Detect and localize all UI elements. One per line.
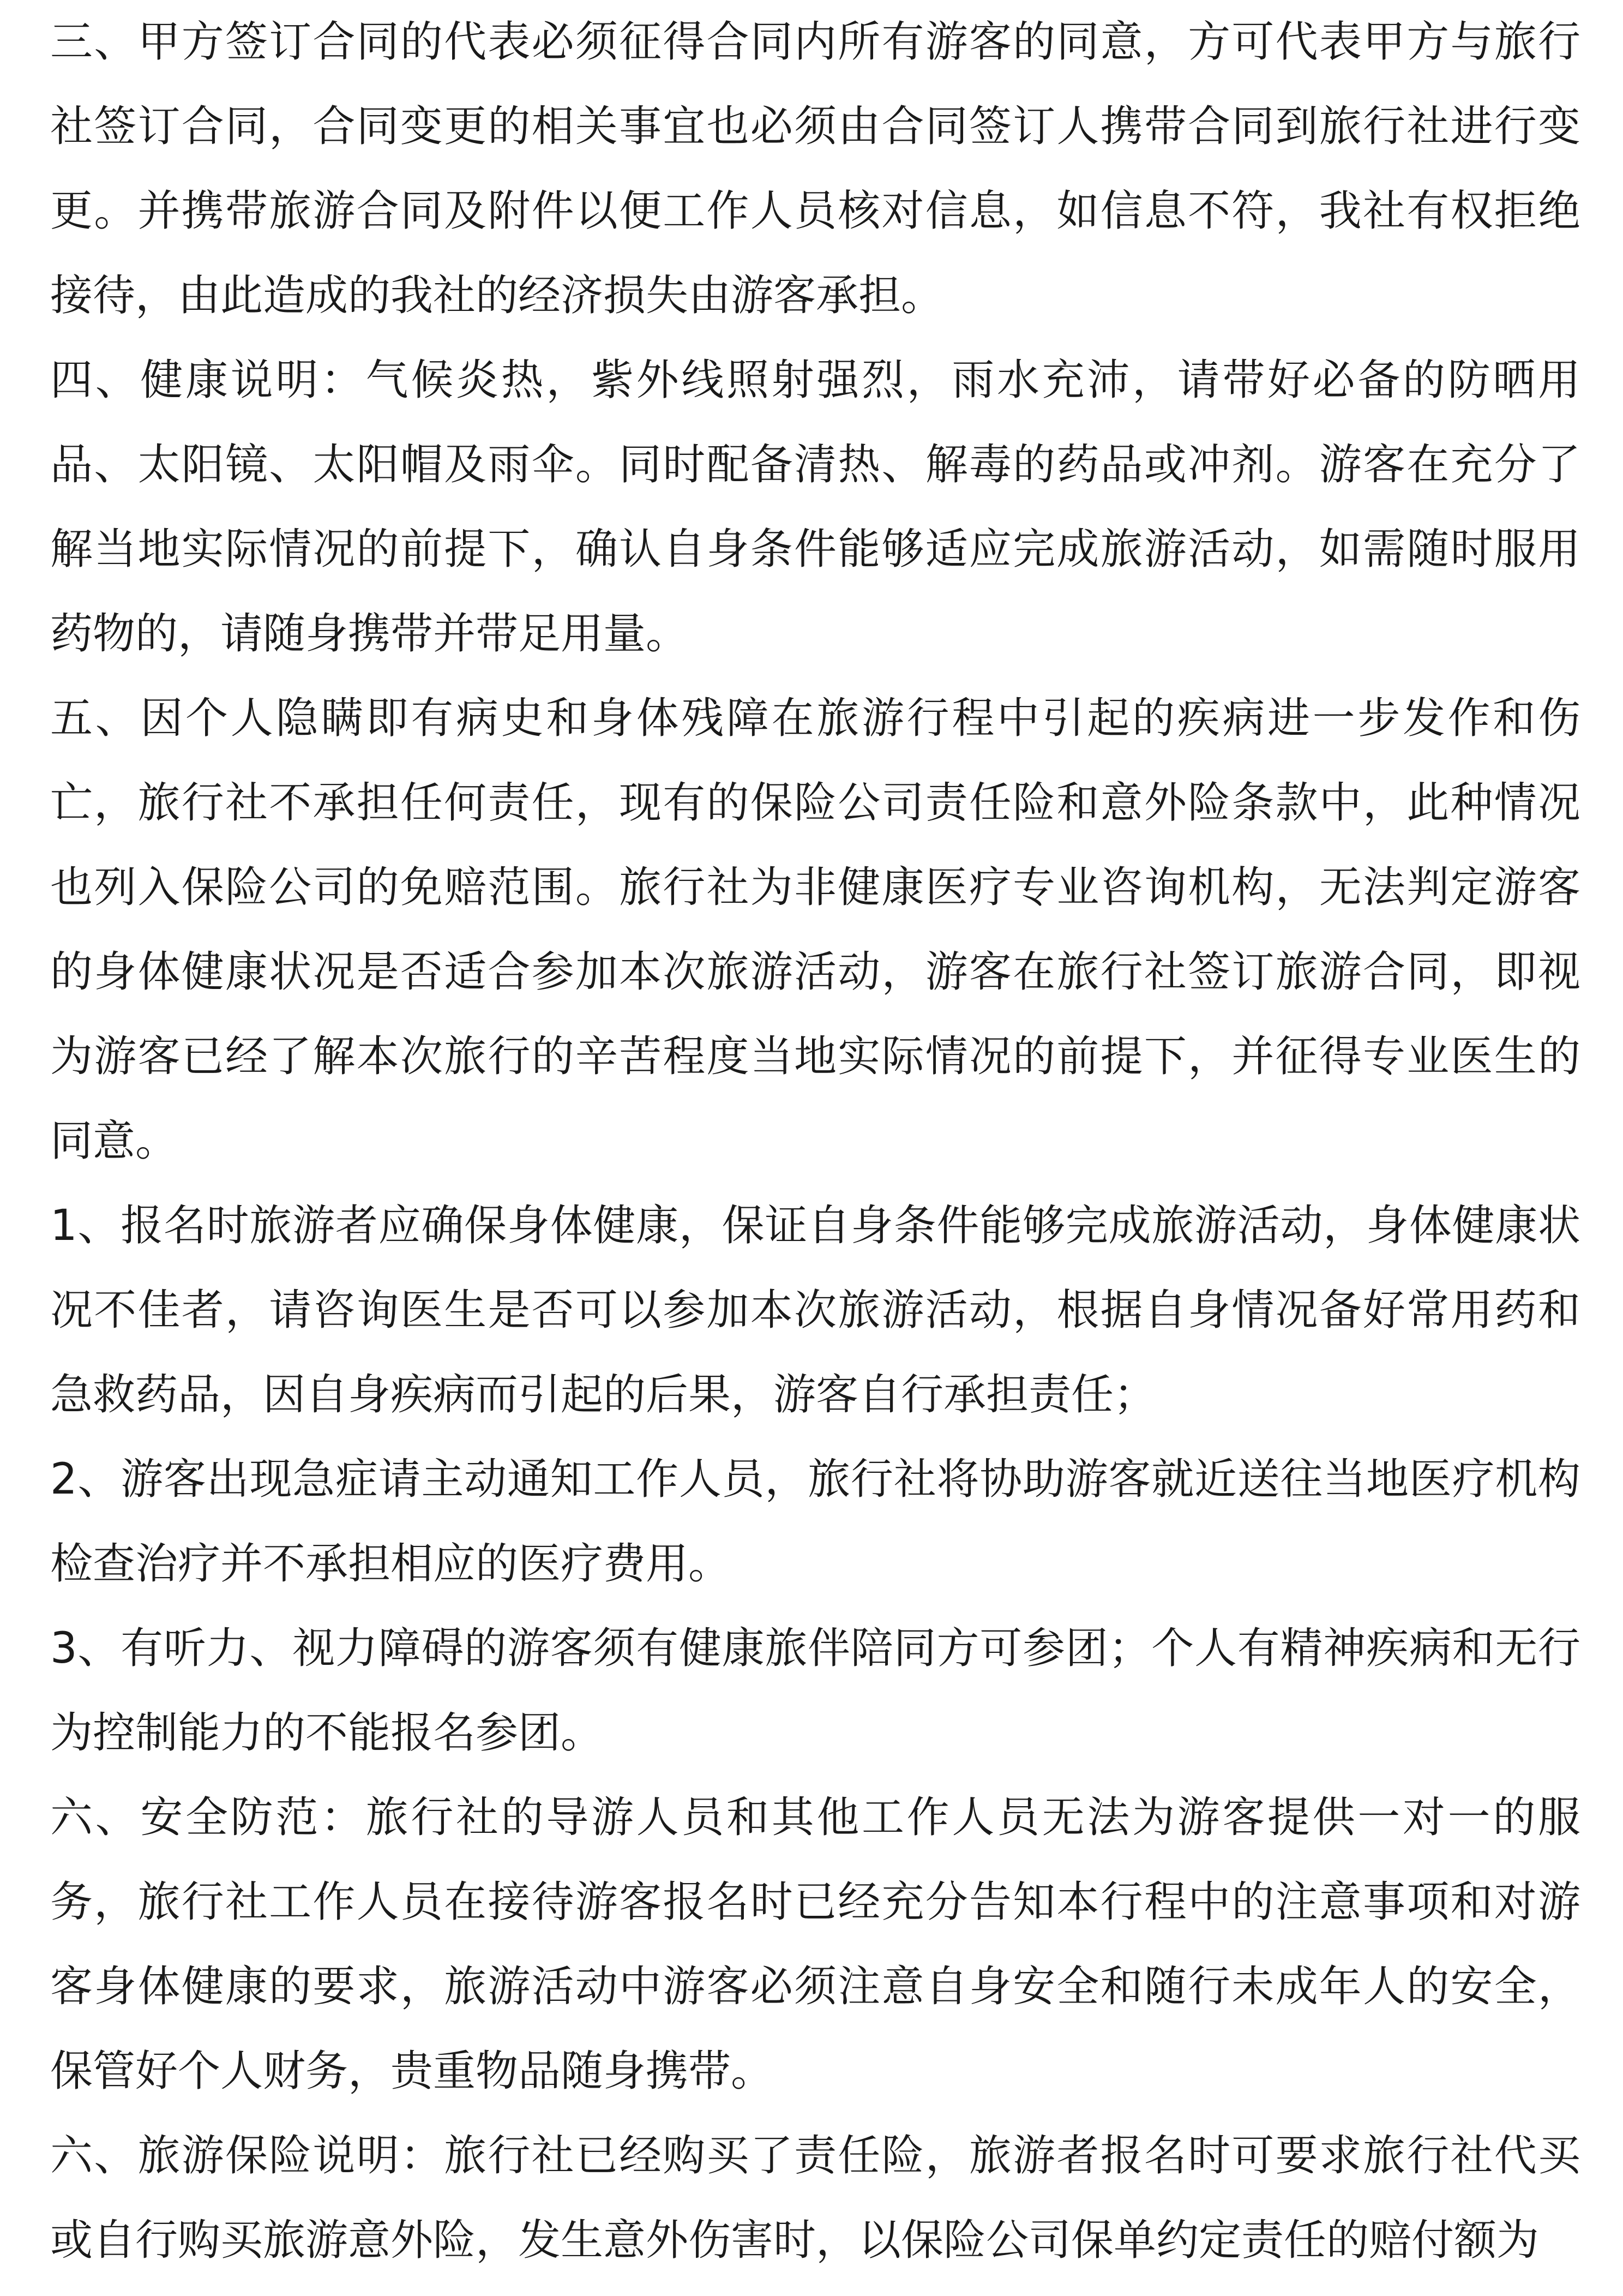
paragraph-insurance: 六、旅游保险说明：旅行社已经购买了责任险，旅游者报名时可要求旅行社代买或自行购买旅游意外险，发生意外伤害时，以保险公司保单约定责任的赔付额为 [50, 2131, 1580, 2265]
paragraph-item-3: 3、有听力、视力障碍的游客须有健康旅伴陪同方可参团；个人有精神疾病和无行为控制能力的不能报名参团。 [50, 1624, 1580, 1758]
paragraph-health-notes: 四、健康说明：气候炎热，紫外线照射强烈，雨水充沛，请带好必备的防晒用品、太阳镜、太阳帽及雨伞。同时配备清热、解毒的药品或冲剂。游客在充分了解当地实际情况的前提下，确认自身条件能够适应完成旅游活动，如需随时服用药物的，请随身携带并带足用量。 [50, 356, 1580, 658]
paragraph-contract-signing: 三、甲方签订合同的代表必须征得合同内所有游客的同意，方可代表甲方与旅行社签订合同，合同变更的相关事宜也必须由合同签订人携带合同到旅行社进行变更。并携带旅游合同及附件以便工作人员核对信息，如信息不符，我社有权拒绝接待，由此造成的我社的经济损失由游客承担。 [50, 17, 1580, 320]
paragraph-item-1: 1、报名时旅游者应确保身体健康，保证自身条件能够完成旅游活动，身体健康状况不佳者，请咨询医生是否可以参加本次旅游活动，根据自身情况备好常用药和急救药品，因自身疾病而引起的后果，游客自行承担责任； [50, 1201, 1580, 1419]
paragraph-safety: 六、安全防范：旅行社的导游人员和其他工作人员无法为游客提供一对一的服务，旅行社工作人员在接待游客报名时已经充分告知本行程中的注意事项和对游客身体健康的要求，旅游活动中游客必须注意自身安全和随行未成年人的安全，保管好个人财务，贵重物品随身携带。 [50, 1793, 1580, 2096]
paragraph-medical-history: 五、因个人隐瞒即有病史和身体残障在旅游行程中引起的疾病进一步发作和伤亡，旅行社不承担任何责任，现有的保险公司责任险和意外险条款中，此种情况也列入保险公司的免赔范围。旅行社为非健康医疗专业咨询机构，无法判定游客的身体健康状况是否适合参加本次旅游活动，游客在旅行社签订旅游合同，即视为游客已经了解本次旅行的辛苦程度当地实际情况的前提下，并征得专业医生的同意。 [50, 694, 1580, 1166]
paragraph-item-2: 2、游客出现急症请主动通知工作人员，旅行社将协助游客就近送往当地医疗机构检查治疗并不承担相应的医疗费用。 [50, 1455, 1580, 1588]
